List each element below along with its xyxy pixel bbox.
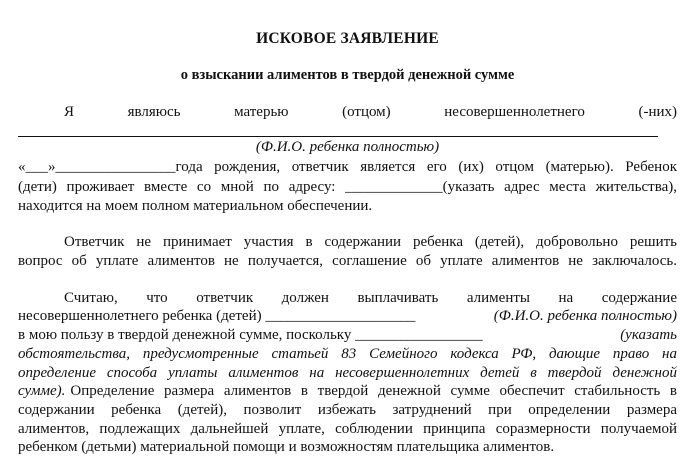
p3-line-3 [18, 326, 677, 344]
p3-line-5: определение способа уплаты алиментов на несовершеннолетних детей в твердой денежной [18, 365, 677, 381]
document-subtitle: о взыскании алиментов в твердой денежной сумме [180, 67, 515, 83]
p1-line-1: Я являюсь матерью (отцом) несовершеннолетнего (-них) [64, 104, 677, 120]
document-title: ИСКОВОЕ ЗАЯВЛЕНИЕ [256, 30, 439, 47]
p3-line-1: Считаю, что ответчик должен выплачивать алименты на содержание [64, 290, 677, 306]
p3-line-2-text: несовершеннолетнего ребенка (детей) ____________________ [18, 308, 416, 324]
p1-caption: (Ф.И.О. ребенка полностью) [255, 139, 440, 155]
child-name-blank-line [18, 136, 658, 137]
p2-line-1: Ответчик не принимает участия в содержании ребенка (детей), добровольно решить [64, 234, 677, 250]
p3-line-9: ребенком (детьми) материальной помощи и возможностям плательщика алиментов. [18, 439, 555, 455]
p3-line-6-italic: сумме). [18, 383, 66, 399]
p3-line-2-italic: (Ф.И.О. ребенка полностью) [493, 308, 677, 324]
p3-line-7: содержании ребенка (детей), позволит избежать затруднений при определении размера [18, 402, 677, 418]
p1-line-3: «___»________________года рождения, ответчик является его (их) отцом (матерью). Ребенок [18, 159, 677, 175]
p3-line-4: обстоятельства, предусмотренные статьей 83 Семейного кодекса РФ, дающие право на [18, 346, 677, 362]
p3-line-8: алиментов, подлежащих дальнейшей уплате, соблюдении принципа соразмерности получаемой [18, 421, 677, 437]
p3-line-3-text: в мою пользу в твердой денежной сумме, поскольку _________________ [18, 327, 483, 343]
p2-line-2: вопрос об уплате алиментов не получается, соглашение об уплате алиментов не заключалось. [18, 253, 677, 269]
p3-line-3-italic: (указать [620, 327, 677, 343]
p1-line-5: находится на моем полном материальном обеспечении. [18, 198, 373, 214]
p3-line-2 [18, 307, 677, 325]
p3-line-6-text: Определение размера алиментов в твердой денежной сумме обеспечит стабильность в [70, 383, 677, 399]
p1-line-4: (дети) проживает вместе со мной по адресу: _____________(указать адрес места жительства), [18, 179, 677, 195]
p3-line-6 [18, 382, 677, 400]
